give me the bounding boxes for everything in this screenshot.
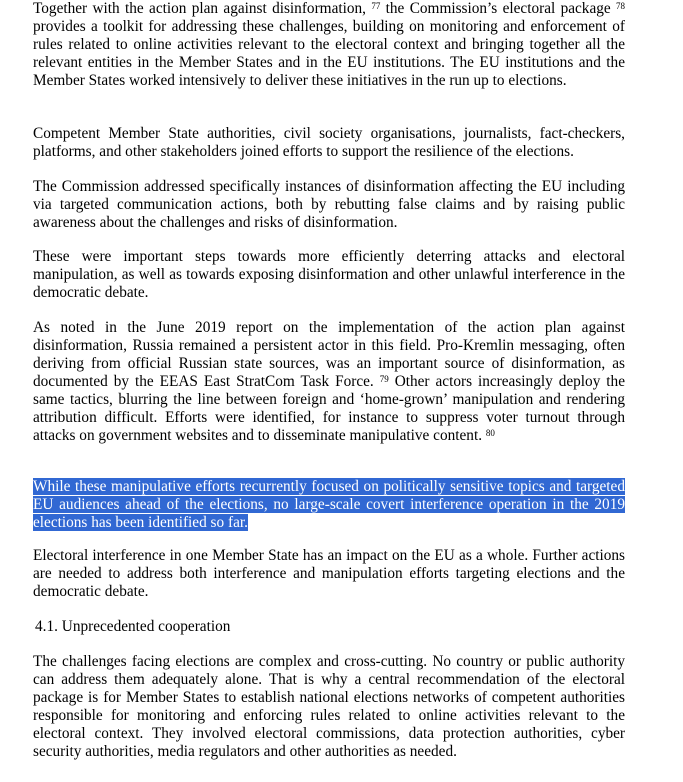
paragraph-deterring-attacks	[33, 248, 625, 302]
text-run: Electoral interference in one Member State has an impact on the EU as a whole. Further actions are needed to address both interference and manipulation efforts targeting elections and the democratic debate.	[33, 547, 625, 600]
footnote-reference[interactable]: 79	[379, 374, 389, 384]
text-run: As noted in the June 2019 report on the implementation of the action plan against disinformation, Russia remained a persistent actor in this field. Pro-Kremlin messaging, often deriving from official Russian state sources, was an important source of disinformation, as documented by the EEAS East StratCom Task Force.	[33, 319, 625, 390]
footnote-reference[interactable]: 78	[616, 1, 626, 11]
text-run: provides a toolkit for addressing these challenges, building on monitoring and enforcement of rules related to online activities relevant to the electoral context and bringing together all the relevant entities in the Member States and in the EU institutions. The EU institutions and the Member States worked intensively to deliver these initiatives in the run up to elections.	[33, 18, 625, 89]
footnote-reference[interactable]: 80	[485, 428, 495, 438]
paragraph-electoral-interference	[33, 547, 625, 601]
text-run: the Commission’s electoral package	[380, 0, 617, 17]
text-run: Competent Member State authorities, civil society organisations, journalists, fact-checkers, platforms, and other stakeholders joined efforts to support the resilience of the elections.	[33, 125, 625, 160]
paragraph-selected-text[interactable]	[33, 478, 625, 532]
text-run: The challenges facing elections are complex and cross-cutting. No country or public authority can address them adequately alone. That is why a central recommendation of the electoral package is for Member States to establish national elections networks of competent authorities responsible for monitoring and enforcing rules related to online activities relevant to the electoral context. They involved electoral commissions, data protection authorities, cyber security authorities, media regulators and other authorities as needed.	[33, 653, 625, 760]
text-run: The Commission addressed specifically instances of disinformation affecting the EU including via targeted communication actions, both by rebutting false claims and by raising public awareness about the challenges and risks of disinformation.	[33, 178, 625, 231]
text-selection-highlight[interactable]	[33, 478, 625, 531]
paragraph-action-plan	[33, 0, 625, 90]
section-heading: 4.1. Unprecedented cooperation	[35, 618, 231, 635]
paragraph-russia-report	[33, 319, 625, 445]
text-run: Together with the action plan against disinformation,	[33, 0, 372, 17]
footnote-reference[interactable]: 77	[371, 1, 381, 11]
text-run: These were important steps towards more efficiently deterring attacks and electoral manipulation, as well as towards exposing disinformation and other unlawful interference in the democratic debate.	[33, 248, 625, 301]
paragraph-commission-communication	[33, 178, 625, 232]
paragraph-stakeholders	[33, 125, 625, 161]
paragraph-challenges	[33, 653, 625, 761]
text-run: While these manipulative efforts recurrently focused on politically sensitive topics and targeted EU audiences ahead of the elections, no large-scale covert interference operation in the 2019 elections has been identified so far.	[33, 478, 625, 531]
text-run: Other actors increasingly deploy the same tactics, blurring the line between foreign and ‘home-grown’ manipulation and rendering attribution difficult. Efforts were identified, for instance to suppress voter turnout through attacks on government websites and to disseminate manipulative content.	[33, 373, 625, 444]
